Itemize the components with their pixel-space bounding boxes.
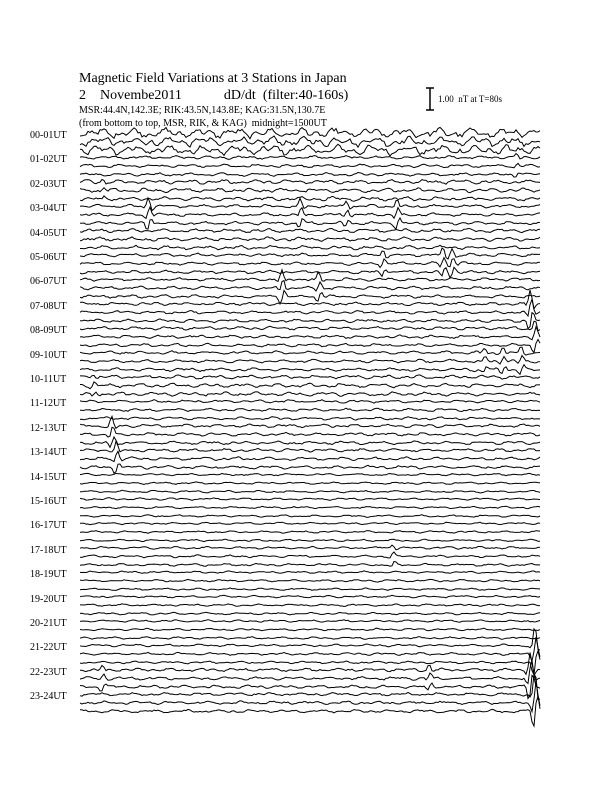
scale-bar: [426, 88, 434, 110]
row-20-21UT: [80, 620, 540, 640]
trace-rik: [80, 188, 540, 193]
trace-msr: [80, 417, 540, 420]
stations-line: MSR:44.4N,142.3E; RIK:43.5N,143.8E; KAG:31.5N,130.7E: [79, 105, 326, 116]
trace-kag: [80, 248, 540, 259]
hour-label: 05-06UT: [30, 252, 67, 263]
trace-msr: [80, 392, 540, 396]
trace-kag: [80, 321, 540, 330]
trace-msr: [80, 144, 540, 156]
trace-msr: [80, 218, 540, 229]
trace-msr: [80, 539, 540, 541]
quantity: dD/dt: [223, 88, 256, 103]
hour-label: 23-24UT: [30, 691, 67, 703]
trace-kag: [80, 154, 540, 160]
trace-msr: [80, 267, 540, 278]
row-21-22UT: [80, 629, 540, 675]
trace-rik: [80, 207, 540, 218]
row-15-16UT: [80, 498, 540, 518]
trace-kag: [80, 347, 540, 355]
trace-rik: [80, 281, 540, 291]
trace-msr: [80, 437, 540, 447]
hour-label: 00-01UT: [30, 130, 67, 141]
trace-msr: [80, 313, 540, 329]
trace-kag: [80, 270, 540, 282]
trace-kag: [80, 571, 540, 574]
trace-rows: [80, 127, 540, 726]
trace-msr: [80, 612, 540, 615]
hour-label: 14-15UT: [30, 471, 67, 483]
hour-label: 13-14UT: [30, 447, 67, 459]
trace-rik: [80, 506, 540, 508]
scale-label: 1.00 nT at T=80s: [438, 94, 502, 104]
row-19-20UT: [80, 595, 540, 615]
trace-msr: [80, 339, 540, 352]
row-14-15UT: [80, 473, 540, 493]
hour-label: 10-11UT: [30, 374, 67, 385]
trace-rik: [80, 681, 540, 711]
row-01-02UT: [80, 154, 540, 177]
trace-msr: [80, 464, 540, 473]
trace-rik: [80, 637, 540, 661]
row-18-19UT: [80, 571, 540, 591]
trace-kag: [80, 229, 540, 233]
trace-msr: [80, 696, 540, 726]
hour-label: 08-09UT: [30, 325, 67, 337]
trace-rik: [80, 552, 540, 558]
trace-kag: [80, 620, 540, 623]
trace-rik: [80, 579, 540, 582]
trace-rik: [80, 451, 540, 461]
row-03-04UT: [80, 198, 540, 229]
row-13-14UT: [80, 441, 540, 473]
day: 2: [79, 88, 86, 103]
trace-rik: [80, 408, 540, 411]
trace-rik: [80, 163, 540, 167]
row-11-12UT: [80, 400, 540, 420]
trace-rik: [80, 382, 540, 389]
trace-kag: [80, 595, 540, 598]
trace-msr: [80, 245, 540, 250]
row-09-10UT: [80, 347, 540, 374]
row-04-05UT: [80, 229, 540, 250]
trace-msr: [80, 562, 540, 567]
month-year: Novembe2011: [100, 88, 182, 103]
trace-rik: [80, 531, 540, 534]
row-23-24UT: [80, 674, 540, 726]
trace-rik: [80, 299, 540, 316]
trace-rik: [80, 482, 540, 485]
row-17-18UT: [80, 545, 540, 566]
hour-label: 02-03UT: [30, 178, 67, 190]
trace-msr: [80, 490, 540, 493]
trace-rik: [80, 356, 540, 365]
hour-label: 01-02UT: [30, 154, 67, 166]
trace-rik: [80, 660, 540, 683]
trace-kag: [80, 629, 540, 650]
trace-msr: [80, 365, 540, 375]
row-06-07UT: [80, 270, 540, 304]
hour-label: 11-12UT: [30, 398, 67, 410]
chart-title: Magnetic Field Variations at 3 Stations in Japan: [79, 71, 347, 86]
row-08-09UT: [80, 321, 540, 352]
row-12-13UT: [80, 416, 540, 447]
trace-rik: [80, 136, 540, 147]
trace-kag: [80, 179, 540, 184]
hour-label: 20-21UT: [30, 618, 67, 629]
hour-label: 09-10UT: [30, 349, 67, 361]
filter: (filter:40-160s): [262, 88, 349, 103]
trace-msr: [80, 637, 540, 640]
hour-label: 19-20UT: [30, 593, 67, 605]
trace-msr: [80, 515, 540, 518]
hour-label: 21-22UT: [30, 642, 67, 654]
hour-label: 15-16UT: [30, 496, 67, 507]
trace-kag: [80, 400, 540, 404]
trace-kag: [80, 498, 540, 501]
trace-kag: [80, 127, 540, 138]
row-02-03UT: [80, 179, 540, 201]
trace-rik: [80, 628, 540, 631]
row-22-23UT: [80, 653, 540, 699]
hour-label: 03-04UT: [30, 203, 67, 215]
trace-msr: [80, 290, 540, 304]
hour-label: 12-13UT: [30, 422, 67, 434]
row-10-11UT: [80, 375, 540, 396]
trace-kag: [80, 473, 540, 475]
hour-label: 18-19UT: [30, 569, 67, 581]
trace-rik: [80, 258, 540, 268]
trace-kag: [80, 522, 540, 525]
row-16-17UT: [80, 522, 540, 541]
trace-kag: [80, 653, 540, 676]
trace-kag: [80, 375, 540, 379]
trace-msr: [80, 588, 540, 591]
trace-msr: [80, 173, 540, 178]
hour-label: 06-07UT: [30, 276, 67, 288]
trace-kag: [80, 545, 540, 550]
order-note: (from bottom to top, MSR, RIK, & KAG) midnight=1500UT: [79, 118, 327, 129]
hour-label: 04-05UT: [30, 227, 67, 239]
hour-label: 16-17UT: [30, 520, 67, 532]
trace-kag: [80, 290, 540, 309]
row-00-01UT: [80, 127, 540, 155]
hour-label: 07-08UT: [30, 300, 67, 312]
trace-rik: [80, 237, 540, 242]
trace-rik: [80, 604, 540, 607]
hour-label: 22-23UT: [30, 666, 67, 678]
hour-label: 17-18UT: [30, 544, 67, 556]
trace-rik: [80, 427, 540, 437]
row-05-06UT: [80, 248, 540, 278]
